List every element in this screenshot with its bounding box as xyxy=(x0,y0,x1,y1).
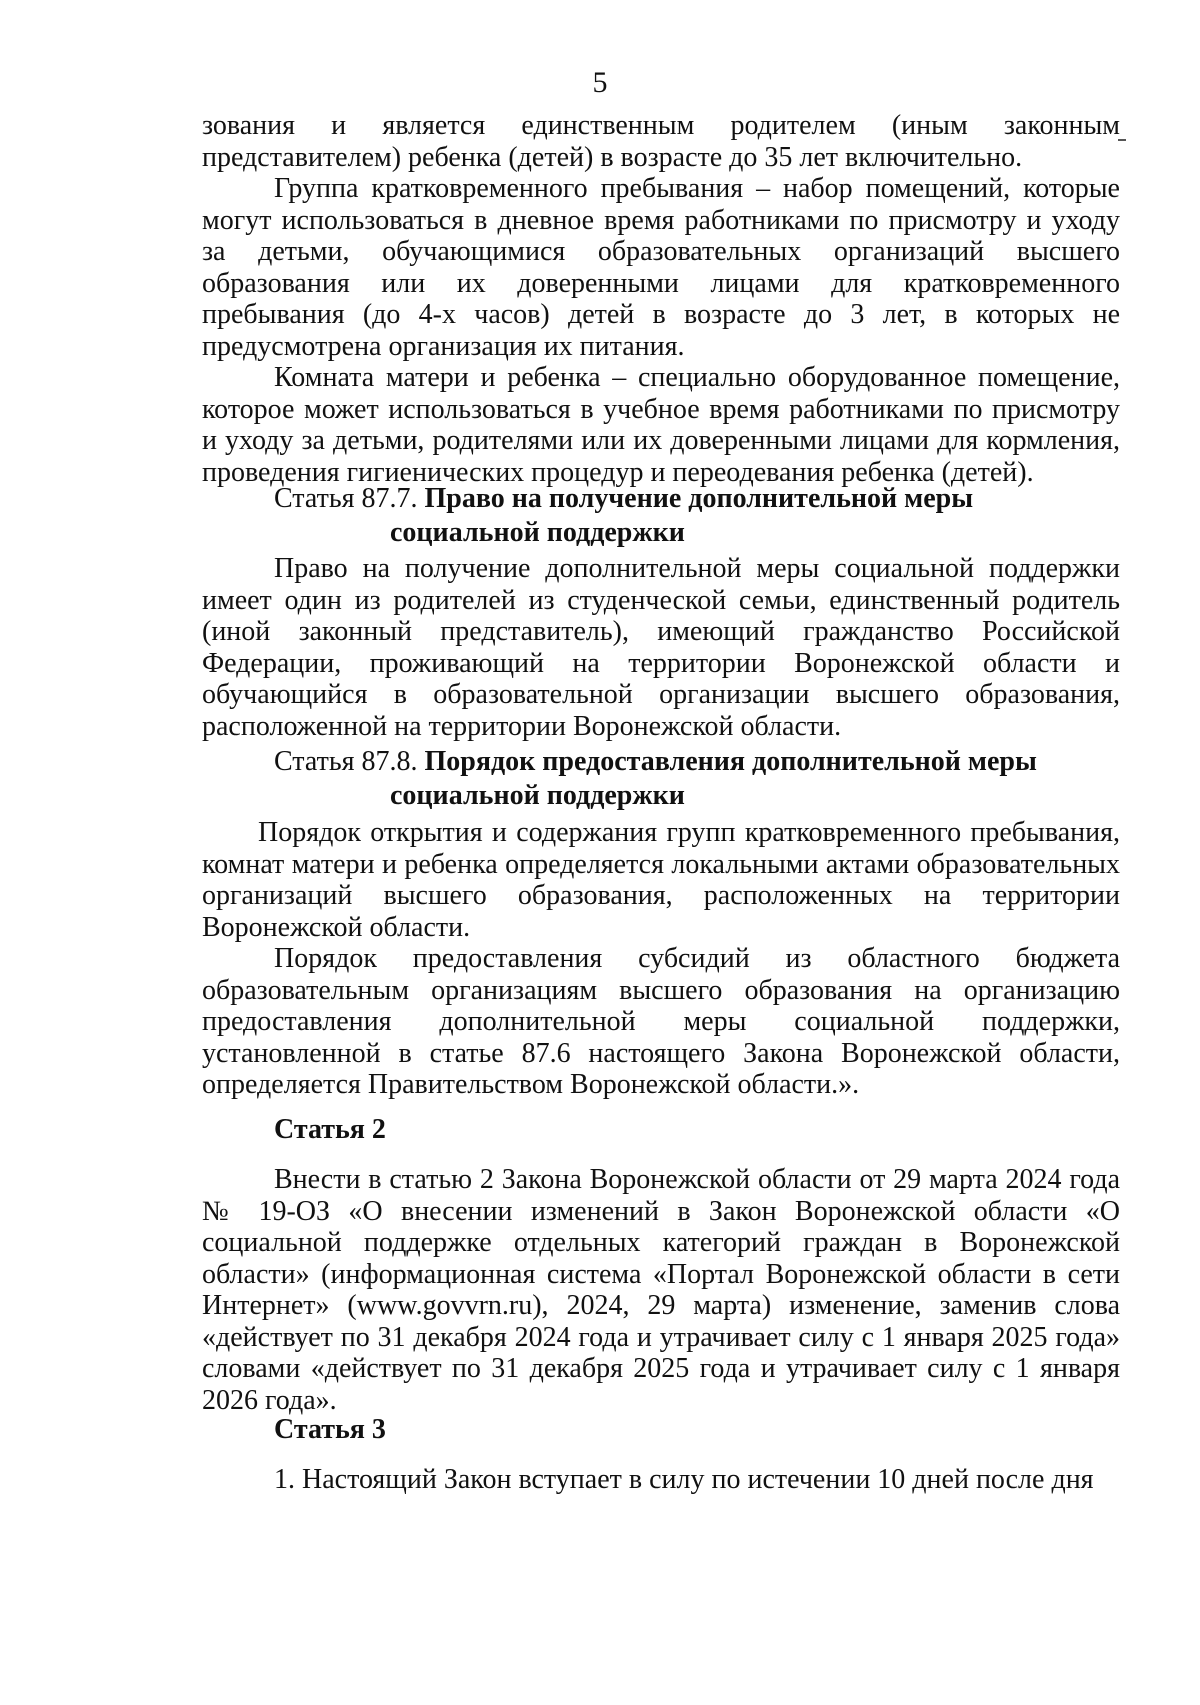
article-2-paragraph: Внести в статью 2 Закона Воронежской области от 29 марта 2024 года № 19-ОЗ «О внесении изменений в Закон Воронежской области «О социальной поддержке отдельных категорий граждан в Воронежской области» (информационная система «Портал Воронежской области в сети Интернет» (www.govvrn.ru), 2024, 29 марта) изменение, заменив слова «действует по 31 декабря 2024 года и утрачивает силу с 1 января 2025 года» словами «действует по 31 декабря 2025 года и утрачивает силу с 1 января 2026 года». xyxy=(202,1164,1120,1416)
article-877-title-line2: социальной поддержки xyxy=(390,517,685,548)
article-877-heading xyxy=(202,482,1120,516)
article-877-body xyxy=(202,553,1120,742)
article-878-heading xyxy=(202,745,1120,779)
article-2 xyxy=(202,1113,1120,1147)
article-877-title-line1: Право на получение дополнительной меры xyxy=(424,483,974,514)
article-878-body xyxy=(202,817,1120,1101)
article-878-number: Статья 87.8. xyxy=(274,746,418,777)
article-2-heading: Статья 2 xyxy=(274,1114,386,1145)
article-2-body xyxy=(202,1164,1120,1416)
paragraph-continuation: зования и является единственным родителем (иным законным представителем) ребенка (детей) в возрасте до 35 лет включительно. xyxy=(202,110,1120,173)
paragraph-short-stay-group: Группа кратковременного пребывания – набор помещений, которые могут использоваться в дневное время работниками по присмотру и уходу за детьми, обучающимися образовательных организаций высшего образования или их доверенными лицами для кратковременного пребывания (до 4-х часов) детей в возрасте до 3 лет, в которых не предусмотрена организация их питания. xyxy=(202,173,1120,362)
body-top xyxy=(202,110,1120,488)
article-3-body xyxy=(202,1464,1120,1496)
article-878-title-line1: Порядок предоставления дополнительной меры xyxy=(424,746,1037,777)
article-877-number: Статья 87.7. xyxy=(274,483,418,514)
article-878-paragraph-2: Порядок предоставления субсидий из областного бюджета образовательным организациям высшего образования на организацию предоставления дополнительной меры социальной поддержки, установленной в статье 87.6 настоящего Закона Воронежской области, определяется Правительством Воронежской области.». xyxy=(202,943,1120,1100)
article-3-paragraph: 1. Настоящий Закон вступает в силу по истечении 10 дней после дня xyxy=(274,1464,1094,1495)
article-3 xyxy=(202,1413,1120,1447)
paragraph-mother-child-room: Комната матери и ребенка – специально оборудованное помещение, которое может использоваться в учебное время работниками по присмотру и уходу за детьми, родителями или их доверенными лицами для кормления, проведения гигиенических процедур и переодевания ребенка (детей). xyxy=(202,362,1120,488)
article-877 xyxy=(202,482,1120,550)
article-877-paragraph: Право на получение дополнительной меры социальной поддержки имеет один из родителей из студенческой семьи, единственный родитель (иной законный представитель), имеющий гражданство Российской Федерации, проживающий на территории Воронежской области и обучающийся в образовательной организации высшего образования, расположенной на территории Воронежской области. xyxy=(202,553,1120,742)
article-878-paragraph-1: Порядок открытия и содержания групп кратковременного пребывания, комнат матери и ребенка определяется локальными актами образовательных организаций высшего образования, расположенных на территории Воронежской области. xyxy=(202,817,1120,943)
article-3-heading: Статья 3 xyxy=(274,1414,386,1445)
article-878-title-line2: социальной поддержки xyxy=(390,780,685,811)
article-878 xyxy=(202,745,1120,813)
page-number: 5 xyxy=(592,66,608,99)
